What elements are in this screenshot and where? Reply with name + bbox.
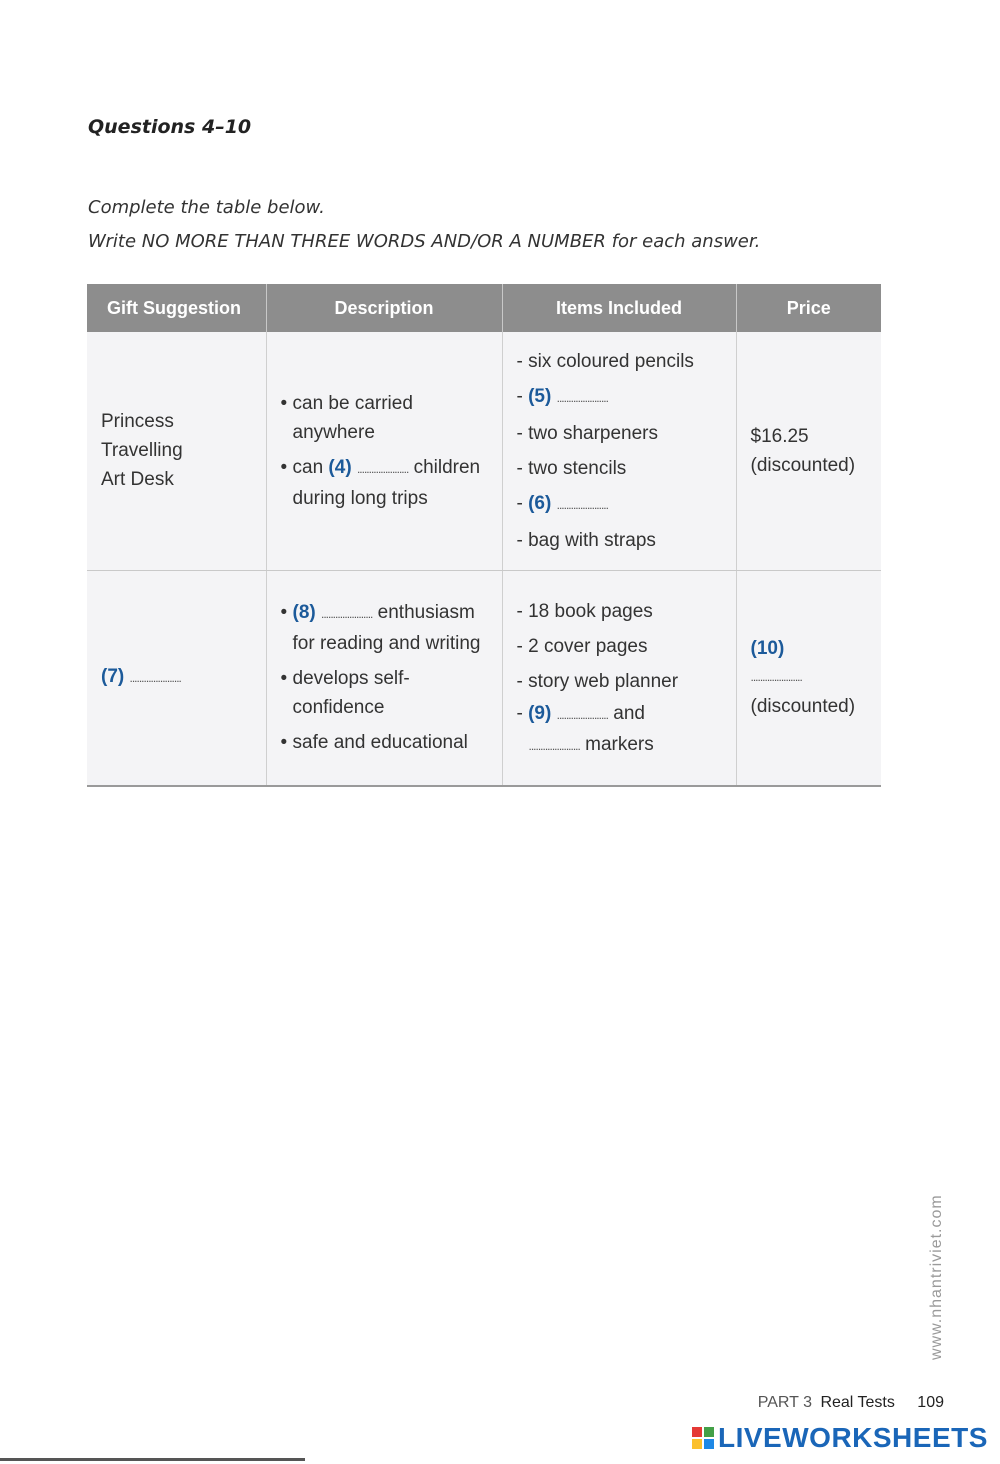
answer-blank-10[interactable]: ...................... — [750, 670, 802, 685]
description-bullet — [281, 664, 492, 722]
description-bullet — [281, 453, 492, 513]
list-item: - two stencils — [516, 457, 627, 479]
price-note: (discounted) — [750, 696, 856, 718]
bullet-dot: • — [280, 668, 288, 690]
gift-table — [87, 284, 881, 787]
question-number-8: (8) — [292, 602, 316, 624]
description-cell — [266, 332, 502, 570]
price-value: $16.25 — [750, 425, 809, 447]
page-number: 109 — [917, 1394, 944, 1411]
answer-blank-5[interactable]: ...................... — [556, 390, 608, 405]
side-watermark-url: www.nhantriviet.com — [928, 1194, 945, 1360]
table-row — [87, 332, 881, 570]
footer-section: Real Tests — [820, 1394, 895, 1411]
header-gift-suggestion: Gift Suggestion — [87, 284, 266, 332]
bullet-text: develops self-confidence — [292, 668, 410, 719]
table-header-row — [87, 284, 881, 332]
liveworksheets-brand — [692, 1422, 988, 1454]
list-item: - 18 book pages — [516, 601, 653, 623]
bullet-dot: • — [280, 602, 288, 624]
table-row — [87, 570, 881, 786]
bullet-dot: • — [280, 456, 288, 478]
page-footer — [758, 1394, 944, 1412]
description-cell — [266, 570, 502, 786]
bottom-divider — [0, 1458, 305, 1461]
items-list — [517, 594, 726, 761]
question-number-5: (5) — [528, 385, 552, 407]
question-number-9: (9) — [528, 703, 552, 725]
gift-name-line: Travelling — [101, 440, 183, 462]
answer-blank-9a[interactable]: ...................... — [556, 708, 608, 723]
answer-blank-4[interactable]: ...................... — [356, 461, 409, 476]
list-item: - (9) ...................... and ...................... markers — [516, 703, 654, 756]
footer-part: PART 3 — [757, 1394, 812, 1411]
items-list — [517, 344, 726, 558]
answer-blank-6[interactable]: ...................... — [556, 497, 608, 512]
question-number-7: (7) — [101, 666, 125, 688]
items-cell — [502, 570, 736, 786]
list-item: - story web planner — [516, 671, 679, 693]
price-cell — [736, 332, 881, 570]
questions-heading: Questions 4–10 — [88, 116, 252, 138]
price-note: (discounted) — [750, 454, 856, 476]
bullet-text: safe and educational — [292, 732, 468, 754]
list-item: - six coloured pencils — [516, 350, 694, 372]
items-cell — [502, 332, 736, 570]
header-price: Price — [736, 284, 881, 332]
list-item: - bag with straps — [516, 529, 656, 551]
gift-cell — [87, 332, 266, 570]
list-item: - (6) ...................... — [516, 492, 608, 514]
instruction-line-1: Complete the table below. — [88, 197, 325, 218]
bullet-dot: • — [280, 392, 288, 414]
bullet-text: (8) ...................... enthusiasm for reading and writing — [292, 602, 481, 655]
bullet-text: can (4) ...................... children during long trips — [292, 456, 481, 509]
liveworksheets-logo-icon — [692, 1427, 714, 1449]
list-item: - (5) ...................... — [516, 385, 608, 407]
brand-name: LIVEWORKSHEETS — [718, 1422, 988, 1453]
bullet-dot: • — [280, 732, 288, 754]
list-item: - two sharpeners — [516, 422, 659, 444]
bullet-text: can be carried anywhere — [292, 392, 413, 443]
question-number-4: (4) — [328, 456, 352, 478]
description-bullet — [281, 728, 492, 757]
header-items-included: Items Included — [502, 284, 736, 332]
gift-name-line: Art Desk — [101, 469, 174, 491]
answer-blank-7[interactable]: ...................... — [129, 671, 181, 686]
list-item: - 2 cover pages — [516, 636, 648, 658]
gift-name-line: Princess — [101, 411, 174, 433]
instruction-line-2: Write NO MORE THAN THREE WORDS AND/OR A NUMBER for each answer. — [88, 231, 761, 252]
answer-blank-8[interactable]: ...................... — [321, 607, 373, 622]
answer-blank-9b[interactable]: ...................... — [528, 739, 580, 754]
price-cell — [736, 570, 881, 786]
description-bullet — [281, 389, 492, 447]
question-number-6: (6) — [528, 492, 552, 514]
gift-cell — [87, 570, 266, 786]
header-description: Description — [266, 284, 502, 332]
description-bullet — [281, 598, 492, 658]
question-number-10: (10) — [750, 638, 785, 660]
